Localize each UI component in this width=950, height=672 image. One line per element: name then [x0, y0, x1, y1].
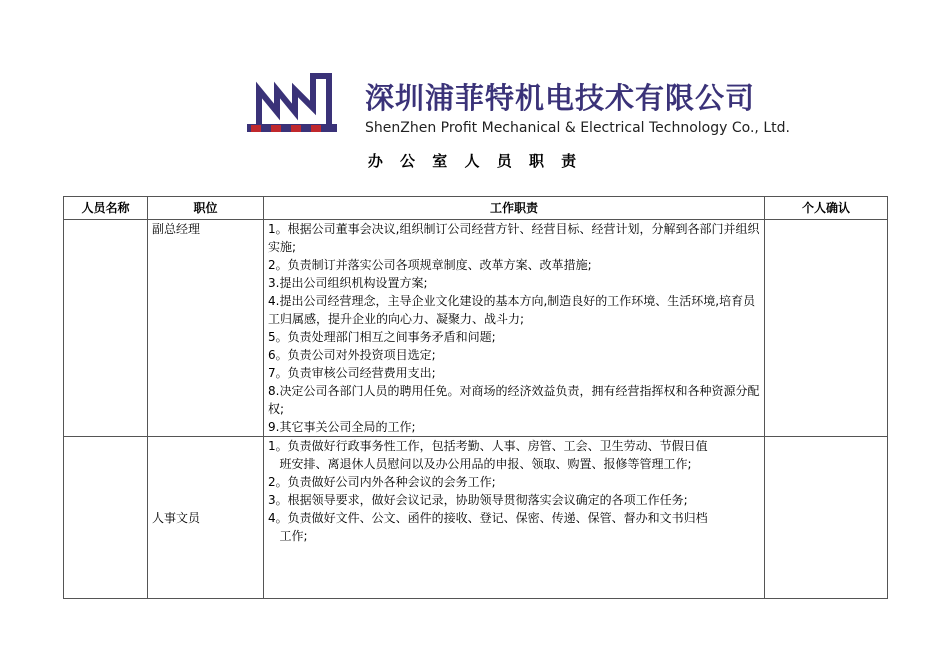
- company-logo: [247, 72, 790, 136]
- duty-item: 4。负责做好文件、公文、函件的接收、登记、保密、传递、保管、督办和文书归档: [268, 511, 708, 525]
- duty-item: 2。负责制订并落实公司各项规章制度、改革方案、改革措施;: [268, 258, 592, 272]
- duty-item: 5。负责处理部门相互之间事务矛盾和问题;: [268, 330, 496, 344]
- duty-item: 3。根据领导要求，做好会议记录，协助领导贯彻落实会议确定的各项工作任务;: [268, 493, 688, 507]
- duty-item: 班安排、离退休人员慰问以及办公用品的申报、领取、购置、报修等管理工作;: [268, 457, 692, 471]
- duty-item: 9.其它事关公司全局的工作;: [268, 420, 416, 434]
- duty-item: 7。负责审核公司经营费用支出;: [268, 366, 436, 380]
- header-name: 人员名称: [64, 197, 148, 220]
- confirm-cell: [765, 437, 888, 599]
- duty-item: 6。负责公司对外投资项目选定;: [268, 348, 436, 362]
- header-confirm: 个人确认: [765, 197, 888, 220]
- duties-cell: [264, 437, 765, 599]
- staff-name: [64, 437, 148, 599]
- table-header-row: [64, 197, 888, 220]
- company-name-en: ShenZhen Profit Mechanical & Electrical Technology Co., Ltd.: [365, 120, 790, 136]
- duty-item: 1。根据公司董事会决议,组织制订公司经营方针、经营目标、经营计划，分解到各部门并组织实施;: [268, 222, 760, 254]
- duty-item: 8.决定公司各部门人员的聘用任免。对商场的经济效益负责，拥有经营指挥权和各种资源分配权;: [268, 384, 760, 416]
- duties-cell: [264, 220, 765, 437]
- table-row: [64, 220, 888, 437]
- staff-name: [64, 220, 148, 437]
- position: 副总经理: [148, 220, 264, 437]
- company-name-cn: 深圳浦菲特机电技术有限公司: [365, 81, 756, 115]
- company-logo-mark: [247, 72, 337, 132]
- document-title: 办 公 室 人 员 职 责: [367, 152, 583, 170]
- duty-item: 3.提出公司组织机构设置方案;: [268, 276, 428, 290]
- position: 人事文员: [148, 437, 264, 599]
- duty-item: 2。负责做好公司内外各种会议的会务工作;: [268, 475, 496, 489]
- header-duties: 工作职责: [264, 197, 765, 220]
- header-position: 职位: [148, 197, 264, 220]
- duty-item: 1。负责做好行政事务性工作，包括考勤、人事、房管、工会、卫生劳动、节假日值: [268, 439, 708, 453]
- duty-item: 工作;: [268, 529, 308, 543]
- table-row: [64, 437, 888, 599]
- duties-table: [63, 196, 888, 599]
- confirm-cell: [765, 220, 888, 437]
- duty-item: 4.提出公司经营理念，主导企业文化建设的基本方向,制造良好的工作环境、生活环境,培育员工归属感，提升企业的向心力、凝聚力、战斗力;: [268, 294, 756, 326]
